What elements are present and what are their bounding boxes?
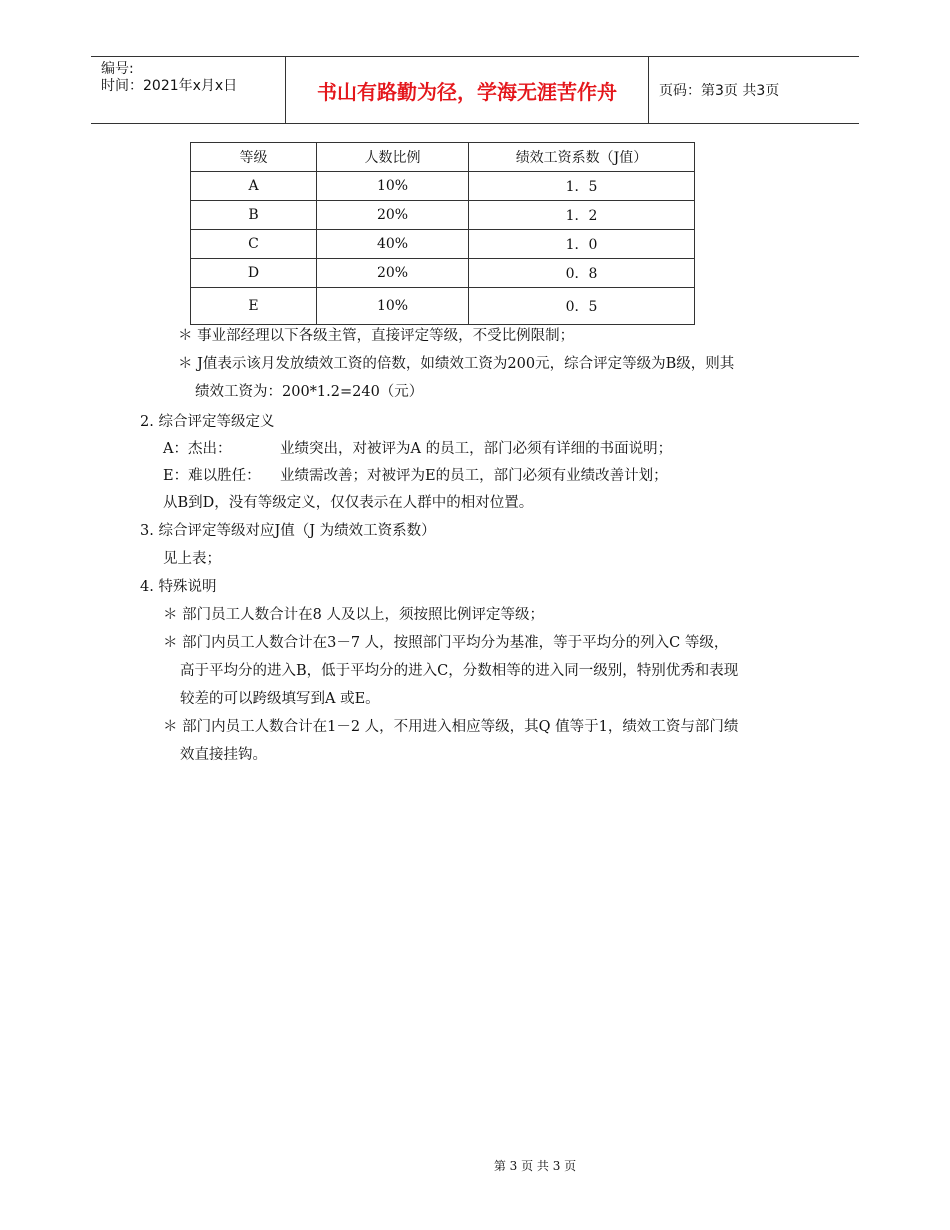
grade-cell: E	[191, 288, 317, 325]
note-manager-grading: ＊ 事业部经理以下各级主管，直接评定等级，不受比例限制；	[178, 328, 575, 344]
page-footer: 第 3 页 共 3 页	[493, 1159, 577, 1173]
definition-e-label: E：难以胜任：	[163, 468, 261, 484]
definition-a-text: 业绩突出，对被评为A 的员工，部门必须有详细的书面说明；	[280, 441, 673, 457]
definition-e-text: 业绩需改善；对被评为E的员工，部门必须有业绩改善计划；	[280, 468, 668, 484]
note-j-value-line2: 绩效工资为：200*1.2=240（元）	[195, 384, 424, 400]
table-row	[191, 172, 695, 201]
j-value-cell: 1．5	[469, 172, 695, 201]
special-note-2-line1: ＊ 部门内员工人数合计在3－7 人，按照部门平均分为基准，等于平均分的列入C 等级，	[163, 635, 729, 651]
special-note-3-line1: ＊ 部门内员工人数合计在1－2 人，不用进入相应等级，其Q 值等于1，绩效工资与部门绩	[163, 719, 739, 735]
special-note-2-line2: 高于平均分的进入B，低于平均分的进入C，分数相等的进入同一级别，特别优秀和表现	[180, 663, 739, 679]
definition-a-label: A：杰出：	[163, 441, 232, 457]
ratio-cell: 40%	[317, 230, 469, 259]
ratio-cell: 10%	[317, 288, 469, 325]
col-header-grade: 等级	[191, 143, 317, 172]
col-header-ratio: 人数比例	[317, 143, 469, 172]
table-row	[191, 230, 695, 259]
page-header	[91, 56, 859, 124]
note-j-value-line1: ＊ J值表示该月发放绩效工资的倍数，如绩效工资为200元，综合评定等级为B级，则其	[178, 356, 735, 372]
definition-b-to-d: 从B到D，没有等级定义，仅仅表示在人群中的相对位置。	[163, 495, 534, 511]
ratio-cell: 10%	[317, 172, 469, 201]
section-4-title: 4. 特殊说明	[140, 579, 217, 595]
header-meta	[91, 57, 286, 123]
grade-cell: B	[191, 201, 317, 230]
table-header-row	[191, 143, 695, 172]
document-number-label: 编号:	[101, 61, 134, 77]
table-row	[191, 288, 695, 325]
header-motto: 书山有路勤为径，学海无涯苦作舟	[286, 57, 649, 123]
ratio-cell: 20%	[317, 259, 469, 288]
section-3-title: 3. 综合评定等级对应J值（J 为绩效工资系数）	[140, 523, 436, 539]
header-page-info: 页码：第3页 共3页	[659, 83, 780, 99]
table-row	[191, 201, 695, 230]
col-header-j-value: 绩效工资系数（J值）	[469, 143, 695, 172]
j-value-cell: 0．8	[469, 259, 695, 288]
special-note-2-line3: 较差的可以跨级填写到A 或E。	[180, 691, 380, 707]
grade-cell: A	[191, 172, 317, 201]
grade-cell: C	[191, 230, 317, 259]
section-2-title: 2. 综合评定等级定义	[140, 414, 275, 430]
j-value-cell: 1．0	[469, 230, 695, 259]
j-value-cell: 0．5	[469, 288, 695, 325]
grade-coefficient-table	[190, 142, 695, 325]
j-value-cell: 1．2	[469, 201, 695, 230]
document-time: 时间：2021年x月x日	[101, 78, 238, 94]
section-3-text: 见上表；	[163, 551, 221, 567]
ratio-cell: 20%	[317, 201, 469, 230]
special-note-3-line2: 效直接挂钩。	[180, 747, 267, 763]
grade-cell: D	[191, 259, 317, 288]
special-note-1: ＊ 部门员工人数合计在8 人及以上，须按照比例评定等级；	[163, 607, 544, 623]
table-row	[191, 259, 695, 288]
